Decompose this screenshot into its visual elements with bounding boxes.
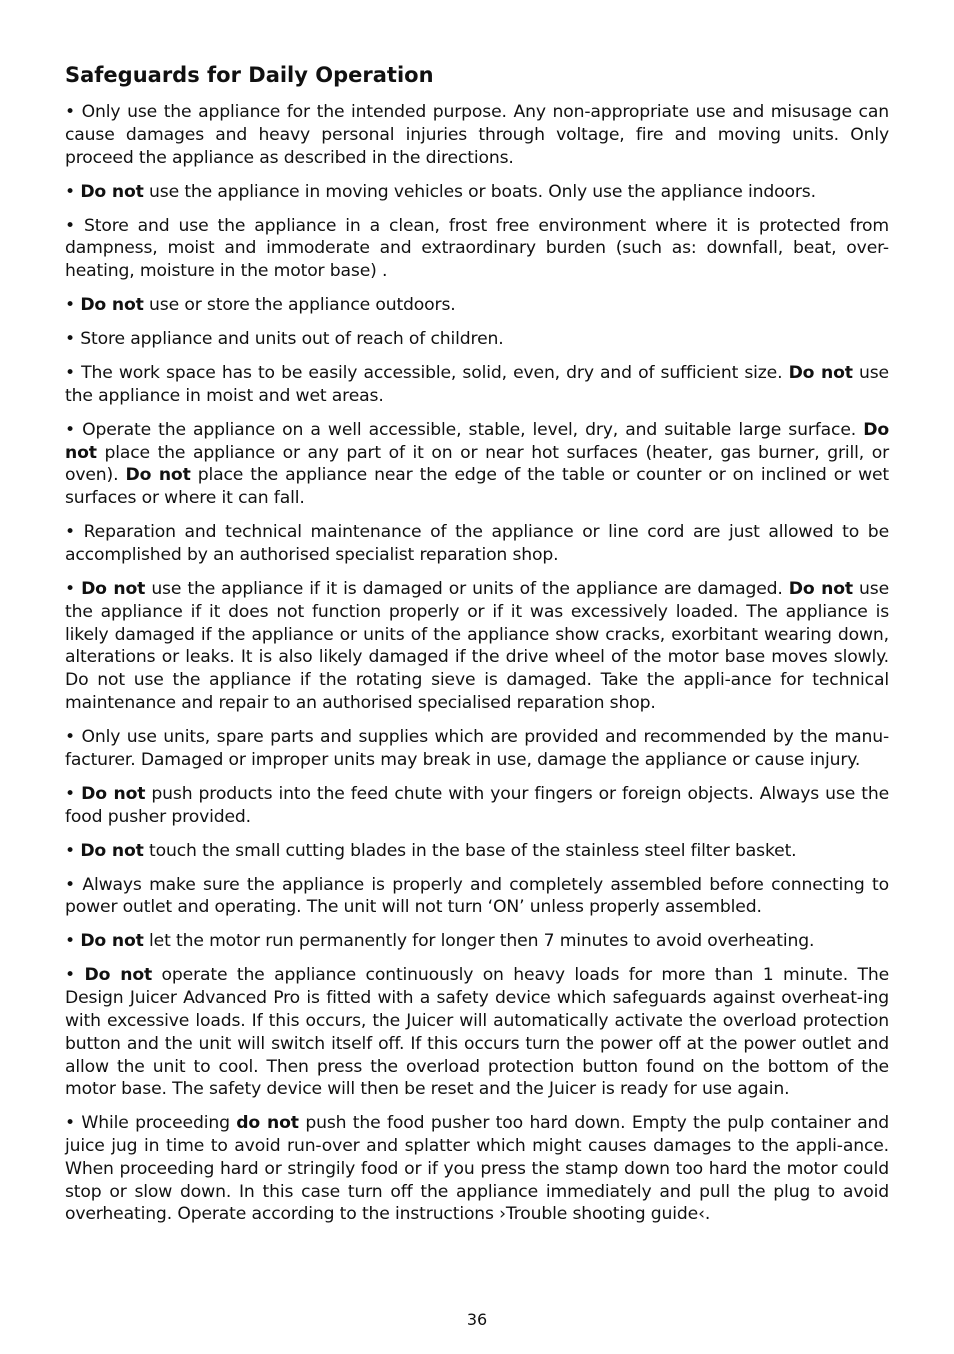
paragraph-text: • [65, 783, 82, 804]
paragraph-text: use the appliance in moving vehicles or boats. Only use the appliance indoors. [143, 181, 816, 202]
paragraph-text: touch the small cutting blades in the base of the stainless steel filter basket. [143, 840, 797, 861]
emphasis-do-not: Do not [80, 295, 144, 316]
safeguard-paragraph [65, 726, 889, 772]
emphasis-do-not: Do not [81, 579, 146, 600]
emphasis-do-not: Do not [788, 579, 853, 600]
paragraph-text: • Store and use the appliance in a clean, frost free environment where it is protected from dampness, moist and immoderate and extraordinary burden (such as: downfall, beat, over-heating, moisture in the motor base) . [65, 215, 889, 282]
paragraph-text: • Only use the appliance for the intended purpose. Any non-appropriate use and misusage can cause damages and heavy personal injuries through voltage, fire and moving units. Only proceed the appliance as described in the directions. [65, 102, 889, 168]
safeguard-paragraph [65, 419, 889, 510]
safeguard-list [65, 101, 889, 1226]
emphasis-do-not: Do not [84, 965, 153, 986]
paragraph-text: • While proceeding [65, 1113, 237, 1134]
safeguard-paragraph [65, 328, 889, 351]
safeguard-paragraph [65, 1112, 889, 1226]
emphasis-do-not: Do not [125, 465, 191, 486]
paragraph-text: use the appliance if it is damaged or units of the appliance are damaged. [145, 579, 789, 600]
section-heading: Safeguards for Daily Operation [65, 63, 434, 87]
emphasis-do-not: Do not [80, 840, 144, 861]
safeguard-paragraph [65, 181, 889, 204]
paragraph-text: • [65, 840, 81, 861]
safeguard-paragraph [65, 840, 889, 863]
paragraph-text: push products into the feed chute with your fingers or foreign objects. Always use the food pusher provided. [65, 783, 889, 827]
emphasis-do-not: Do not [80, 181, 144, 202]
safeguard-paragraph [65, 930, 889, 953]
emphasis-do-not: Do not [65, 419, 889, 463]
page-number: 36 [466, 1310, 488, 1329]
paragraph-text: use or store the appliance outdoors. [143, 295, 456, 316]
safeguard-paragraph [65, 101, 889, 169]
paragraph-text: • [65, 579, 82, 600]
paragraph-text: push the food pusher too hard down. Empty the pulp container and juice jug in time to avoid run-over and splatter which might causes damages to the appli-ance. When proceeding hard or stringily food or if you press the stamp down too hard the motor could stop or slow down. In this case turn off the appliance immediately and pull the plug to avoid overheating. Operate according to the instructions ›Trouble shooting guide‹. [65, 1113, 889, 1225]
emphasis-do-not: Do not [81, 783, 146, 804]
paragraph-text: • [65, 965, 85, 986]
safeguard-paragraph [65, 578, 889, 715]
paragraph-text: • Always make sure the appliance is properly and completely assembled before connecting to power outlet and operating. The unit will not turn ‘ON’ unless properly assembled. [65, 874, 889, 918]
paragraph-text: • [65, 181, 81, 202]
emphasis-do-not: Do not [788, 363, 853, 384]
paragraph-text: • [65, 931, 81, 952]
safeguard-paragraph [65, 362, 889, 408]
paragraph-text: • The work space has to be easily accessible, solid, even, dry and of sufficient size. [65, 363, 789, 384]
paragraph-text: use the appliance in moist and wet areas. [65, 363, 889, 406]
safeguard-paragraph [65, 215, 889, 283]
document-page [65, 60, 889, 1237]
paragraph-text: • Only use units, spare parts and supplies which are provided and recommended by the manu-facturer. Damaged or improper units may break in use, damage the appliance or cause injury. [65, 727, 889, 770]
paragraph-text: • Operate the appliance on a well accessible, stable, level, dry, and suitable large surface. [65, 419, 864, 440]
paragraph-text: place the appliance near the edge of the table or counter or on inclined or wet surfaces or where it can fall. [65, 465, 889, 509]
emphasis-do-not: Do not [80, 931, 144, 952]
safeguard-paragraph [65, 874, 889, 920]
paragraph-text: • Store appliance and units out of reach of children. [65, 329, 504, 350]
paragraph-text: operate the appliance continuously on heavy loads for more than 1 minute. The Design Juicer Advanced Pro is fitted with a safety device which safeguards against overheat-ing with excessive loads. If this occurs, the Juicer will automatically activate the overload protection button and the unit will switch itself off. If this occurs turn the power off at the power outlet and allow the unit to cool. Then press the overload protection button found on the bottom of the motor base. The safety device will then be reset and the Juicer is ready for use again. [65, 965, 889, 1100]
paragraph-text: • [65, 295, 81, 316]
paragraph-text: place the appliance or any part of it on or near hot surfaces (heater, gas burner, grill, or oven). [65, 442, 889, 486]
safeguard-paragraph [65, 783, 889, 829]
paragraph-text: • Reparation and technical maintenance of the appliance or line cord are just allowed to be accomplished by an authorised specialist reparation shop. [65, 522, 889, 566]
safeguard-paragraph [65, 294, 889, 317]
emphasis-do-not: do not [236, 1113, 299, 1134]
paragraph-text: use the appliance if it does not function properly or if it was excessively loaded. The appliance is likely damaged if the appliance or units of the appliance show cracks, exorbitant wearing down, alterations or leaks. It is also likely damaged if the drive wheel of the motor base moves slowly. Do not use the appliance if the rotating sieve is damaged. Take the appli-ance for technical maintenance and repair to an authorised specialised reparation shop. [65, 579, 890, 714]
safeguard-paragraph [65, 964, 889, 1101]
safeguard-paragraph [65, 521, 889, 567]
paragraph-text: let the motor run permanently for longer then 7 minutes to avoid overheating. [143, 931, 815, 952]
